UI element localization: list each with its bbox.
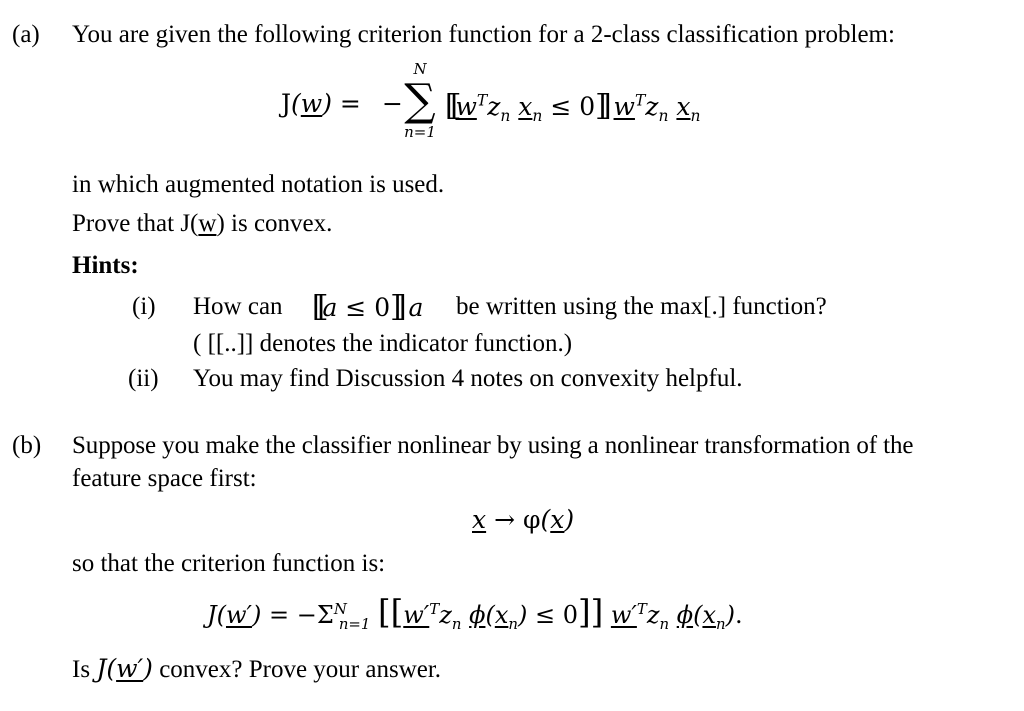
hint-i-label: (i) [132,293,156,320]
hint-ii-label: (ii) [128,365,159,392]
part-b-intro-1: Suppose you make the classifier nonlinear by using a nonlinear transformation of the [72,432,914,459]
hint-i-post: be written using the max[.] function? [456,293,827,320]
so-that-text: so that the criterion function is: [72,550,386,577]
part-b-label: (b) [12,432,42,459]
equation-a-lhs: J(w) = [281,89,361,118]
hints-title: Hints: [72,252,139,279]
feature-mapping: x → φ(x) [472,505,575,534]
hint-ii-text: You may find Discussion 4 notes on convexity helpful. [193,365,743,392]
part-b-intro-2: feature space first: [72,465,257,492]
hint-i-note: ( [[..]] denotes the indicator function.) [193,330,573,357]
equation-a-body: [[$w^Tz_n$ $x_n \le 0$]] $w^Tz_n$ $x_n$ [445,88,701,125]
part-a-label: (a) [12,21,40,48]
hint-i-pre: How can [193,293,283,320]
hint-i-expr: [[a ≤ 0]] a [312,289,424,323]
question-b: Is J(w′) convex? Prove your answer. [72,654,442,683]
equation-b: $J(w') = -\Sigma^N_{n=1}$ [[$w'^Tz_n$ $\phi(x_n) \le 0$]] $w'^Tz_n$ $\phi(x_n)$. [207,593,743,633]
prove-statement: Prove that J(w) is convex. [72,210,333,237]
part-a-intro: You are given the following criterion function for a 2-class classification problem: [72,21,895,48]
equation-a-minus: − [382,89,403,118]
equation-a-sum: N ∑ n=1 [404,60,436,141]
after-equation-text: in which augmented notation is used. [72,171,445,198]
